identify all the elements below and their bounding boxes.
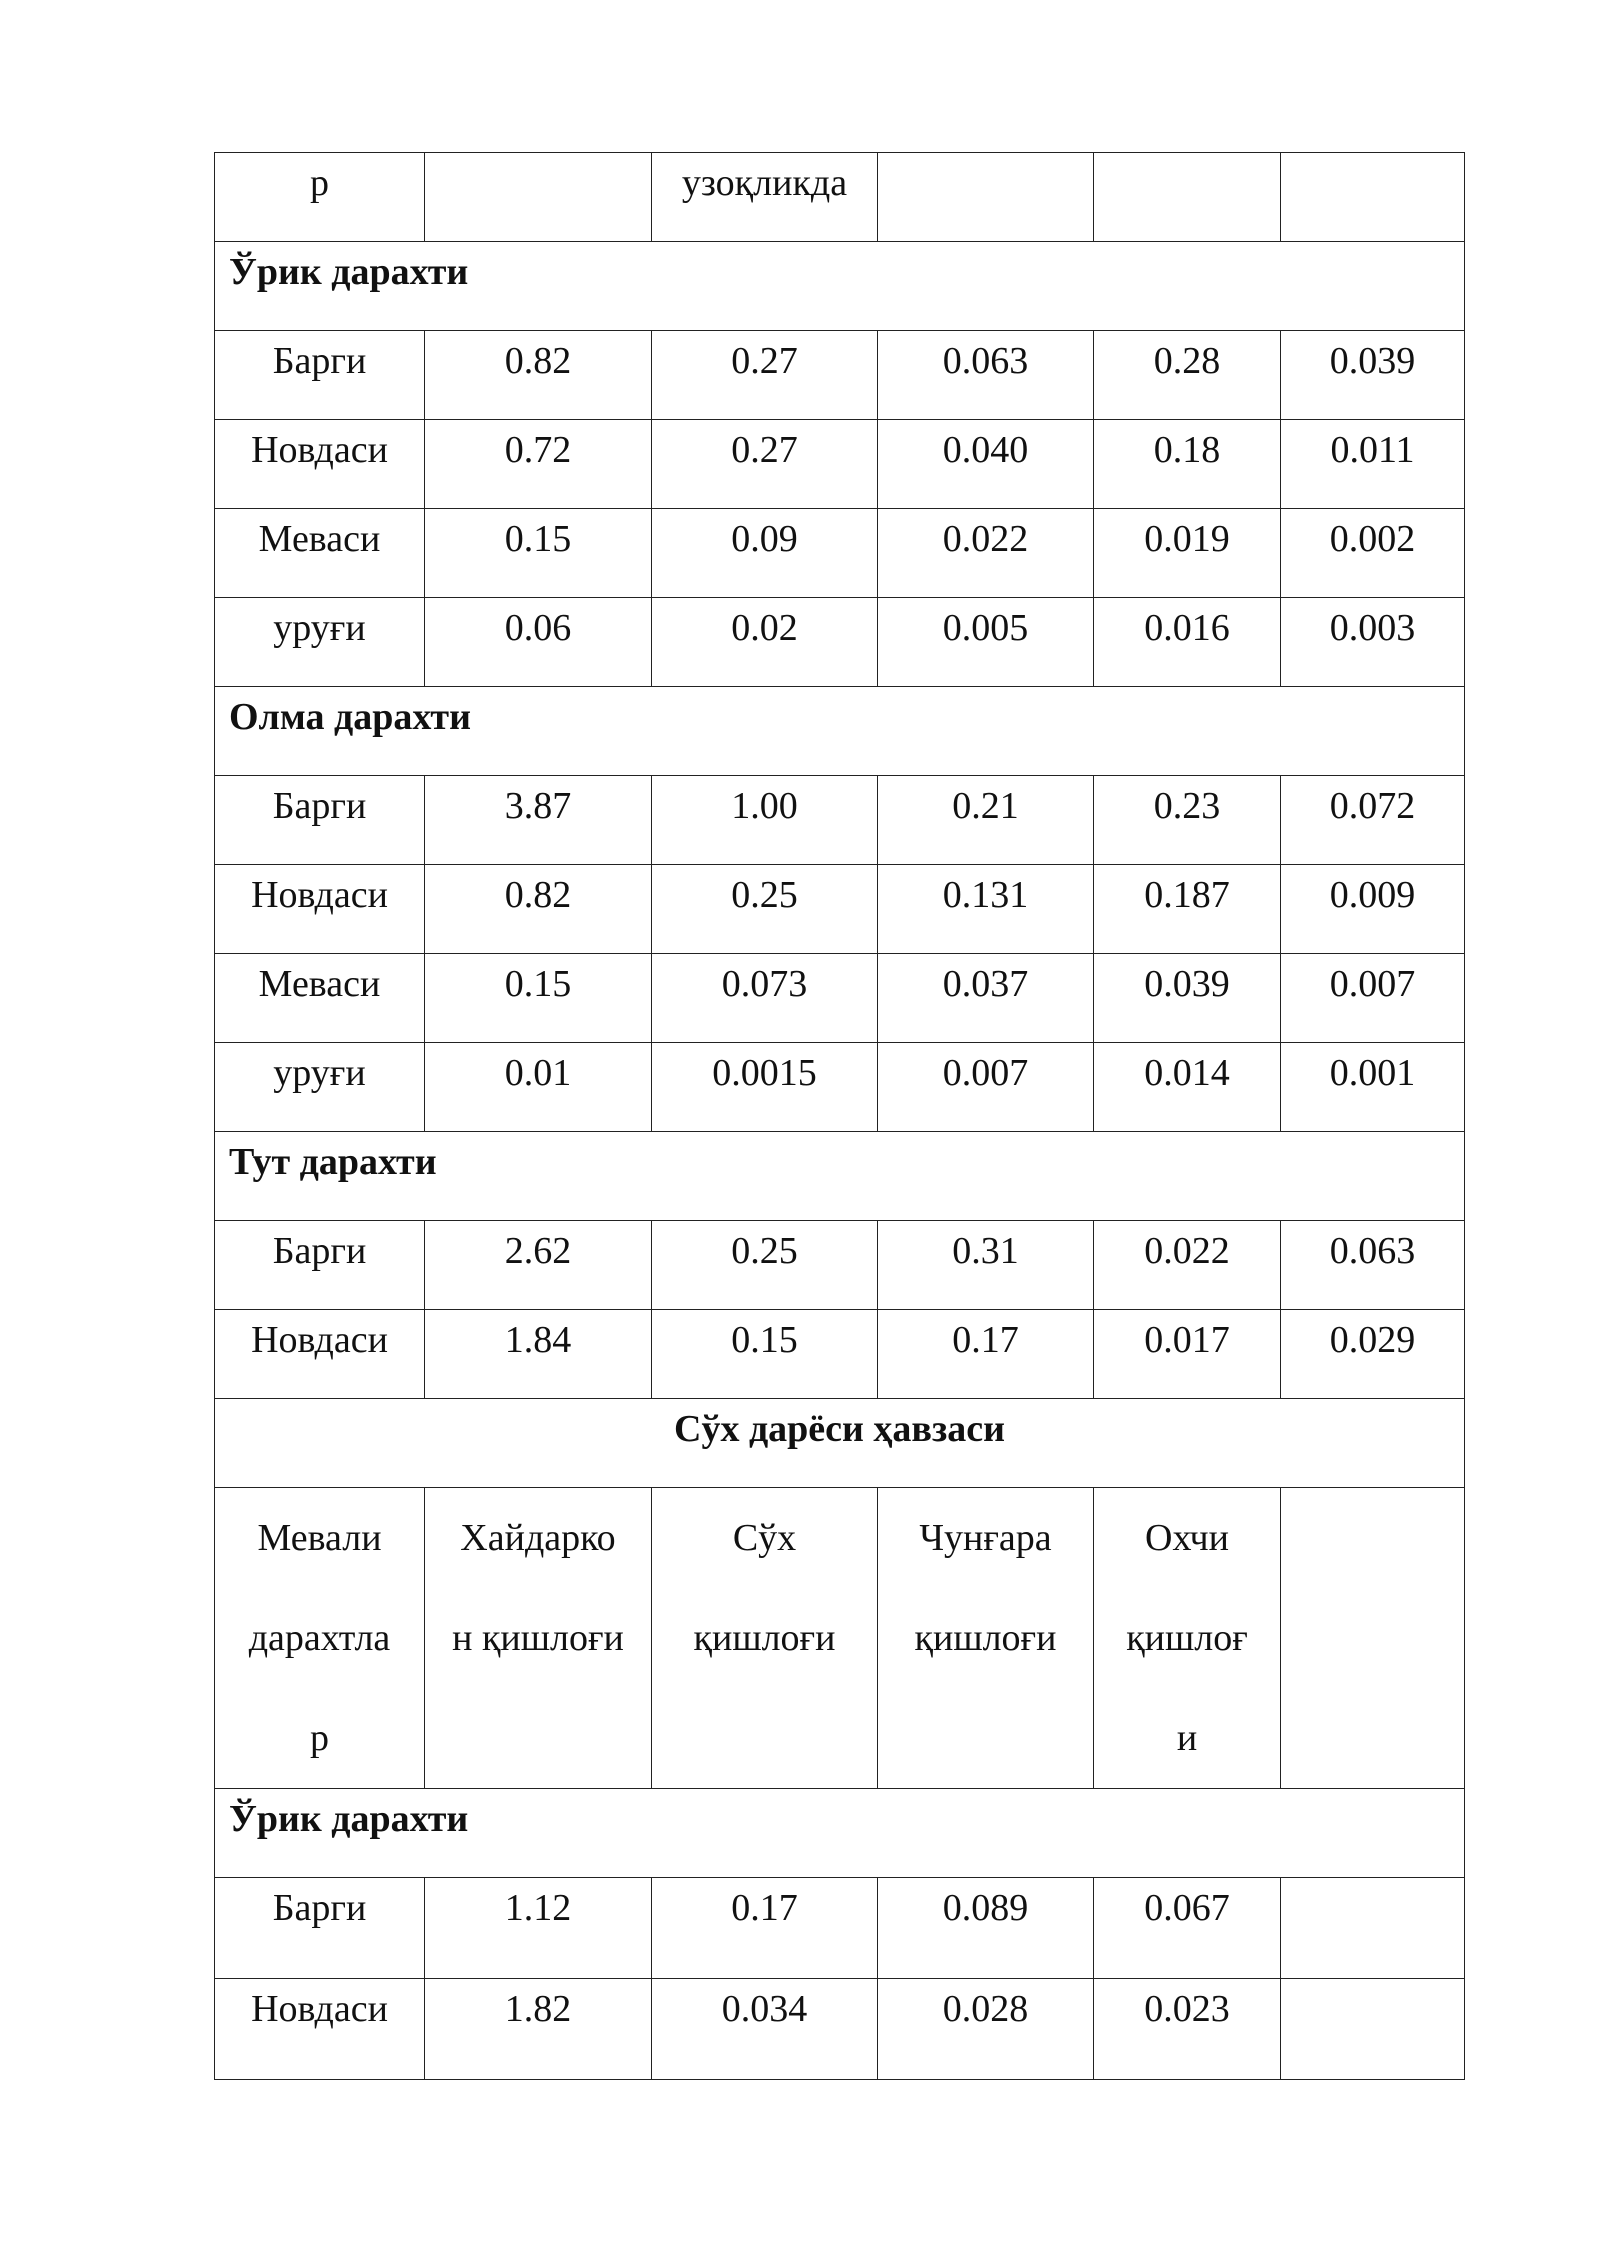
table-cell: 0.82 [425,865,652,954]
table-cell [425,153,652,242]
table-cell: узоқликда [652,153,878,242]
table-cell: 0.039 [1281,331,1465,420]
table-cell: 0.15 [652,1310,878,1399]
section-row [215,1789,1465,1878]
table-cell: 0.063 [878,331,1094,420]
table-cell: Меваси [215,954,425,1043]
section-title: Ўрик дарахти [215,242,1465,331]
table-cell: 0.063 [1281,1221,1465,1310]
table-cell: 0.019 [1094,509,1281,598]
header-cell [652,1488,878,1789]
header-line: Мевали [257,1517,382,1559]
table-cell: Барги [215,1221,425,1310]
table-cell: 0.037 [878,954,1094,1043]
basin-title: Сўх дарёси ҳавзаси [215,1399,1465,1488]
table-cell: 0.131 [878,865,1094,954]
table-cell: 0.09 [652,509,878,598]
table-cell: 0.073 [652,954,878,1043]
table-cell: 0.007 [878,1043,1094,1132]
header-line: қишлоғи [914,1617,1057,1659]
header-line: қишлоғ [1126,1617,1248,1659]
table-row [215,420,1465,509]
table-cell: 0.029 [1281,1310,1465,1399]
table-row [215,331,1465,420]
table-cell: 0.187 [1094,865,1281,954]
section-title: Тут дарахти [215,1132,1465,1221]
header-line: дарахтла [248,1617,391,1659]
table-row-continued-header [215,153,1465,242]
table-cell: 0.15 [425,954,652,1043]
table-cell: 0.72 [425,420,652,509]
table-cell: 0.23 [1094,776,1281,865]
table-cell: р [215,153,425,242]
section-row [215,1399,1465,1488]
table-cell: 0.089 [878,1878,1094,1979]
table-cell: 0.014 [1094,1043,1281,1132]
table-row [215,1043,1465,1132]
table-cell: 0.31 [878,1221,1094,1310]
header-line: қишлоғи [693,1617,836,1659]
table-cell: 1.00 [652,776,878,865]
section-row [215,242,1465,331]
header-cell [878,1488,1094,1789]
header-line: р [310,1717,329,1759]
table-row [215,1310,1465,1399]
table-cell: Новдаси [215,1979,425,2080]
table-cell: 3.87 [425,776,652,865]
table-cell: 0.25 [652,865,878,954]
table-cell [1094,153,1281,242]
table-cell: 0.022 [1094,1221,1281,1310]
section-title: Олма дарахти [215,687,1465,776]
header-cell [1094,1488,1281,1789]
table-cell: 0.003 [1281,598,1465,687]
table-cell: Меваси [215,509,425,598]
header-line: Хайдарко [460,1517,616,1559]
table-cell: 1.82 [425,1979,652,2080]
table-cell: 0.01 [425,1043,652,1132]
table-cell: Новдаси [215,1310,425,1399]
header-cell [425,1488,652,1789]
table-row [215,509,1465,598]
table-cell: 0.27 [652,331,878,420]
table-cell: 0.02 [652,598,878,687]
header-line: Сўх [732,1517,797,1559]
table-cell: 0.007 [1281,954,1465,1043]
table-cell: Новдаси [215,420,425,509]
table-cell [1281,1878,1465,1979]
table-cell: Барги [215,776,425,865]
table-cell: 0.17 [652,1878,878,1979]
table-cell: Барги [215,331,425,420]
table-cell: 0.001 [1281,1043,1465,1132]
section-title: Ўрик дарахти [215,1789,1465,1878]
table-cell: 0.011 [1281,420,1465,509]
header-line: Чунғара [919,1517,1052,1559]
table-cell: 0.009 [1281,865,1465,954]
table-row [215,1221,1465,1310]
table-cell: 0.023 [1094,1979,1281,2080]
table-cell: 0.005 [878,598,1094,687]
table-row [215,1878,1465,1979]
table-cell: 0.06 [425,598,652,687]
table-cell: Новдаси [215,865,425,954]
table-cell: 0.82 [425,331,652,420]
table-cell: Барги [215,1878,425,1979]
header-line: Охчи [1145,1517,1229,1559]
basin-header-row [215,1488,1465,1789]
table-cell: 1.84 [425,1310,652,1399]
table-cell: 0.27 [652,420,878,509]
table-cell: 0.067 [1094,1878,1281,1979]
table-cell: 0.072 [1281,776,1465,865]
table-cell: 0.016 [1094,598,1281,687]
header-line: н қишлоғи [452,1617,624,1659]
table-row [215,954,1465,1043]
table-row [215,865,1465,954]
table-cell: уруғи [215,598,425,687]
table-cell [1281,153,1465,242]
header-line: и [1176,1717,1198,1759]
table-cell: 0.17 [878,1310,1094,1399]
section-row [215,687,1465,776]
header-cell [215,1488,425,1789]
table-cell: 0.18 [1094,420,1281,509]
header-cell [1281,1488,1465,1789]
table-cell: уруғи [215,1043,425,1132]
table-row [215,776,1465,865]
table-cell: 0.040 [878,420,1094,509]
table-cell: 0.15 [425,509,652,598]
table-cell: 0.017 [1094,1310,1281,1399]
table-cell: 0.28 [1094,331,1281,420]
table-cell: 0.25 [652,1221,878,1310]
table-cell: 1.12 [425,1878,652,1979]
table-cell: 0.034 [652,1979,878,2080]
table-row [215,1979,1465,2080]
table-row [215,598,1465,687]
table-cell: 0.022 [878,509,1094,598]
table-cell: 0.002 [1281,509,1465,598]
table-cell: 0.21 [878,776,1094,865]
table-cell [1281,1979,1465,2080]
table-cell: 2.62 [425,1221,652,1310]
data-table [214,152,1465,2080]
table-cell [878,153,1094,242]
table-cell: 0.039 [1094,954,1281,1043]
table-cell: 0.0015 [652,1043,878,1132]
section-row [215,1132,1465,1221]
table-cell: 0.028 [878,1979,1094,2080]
